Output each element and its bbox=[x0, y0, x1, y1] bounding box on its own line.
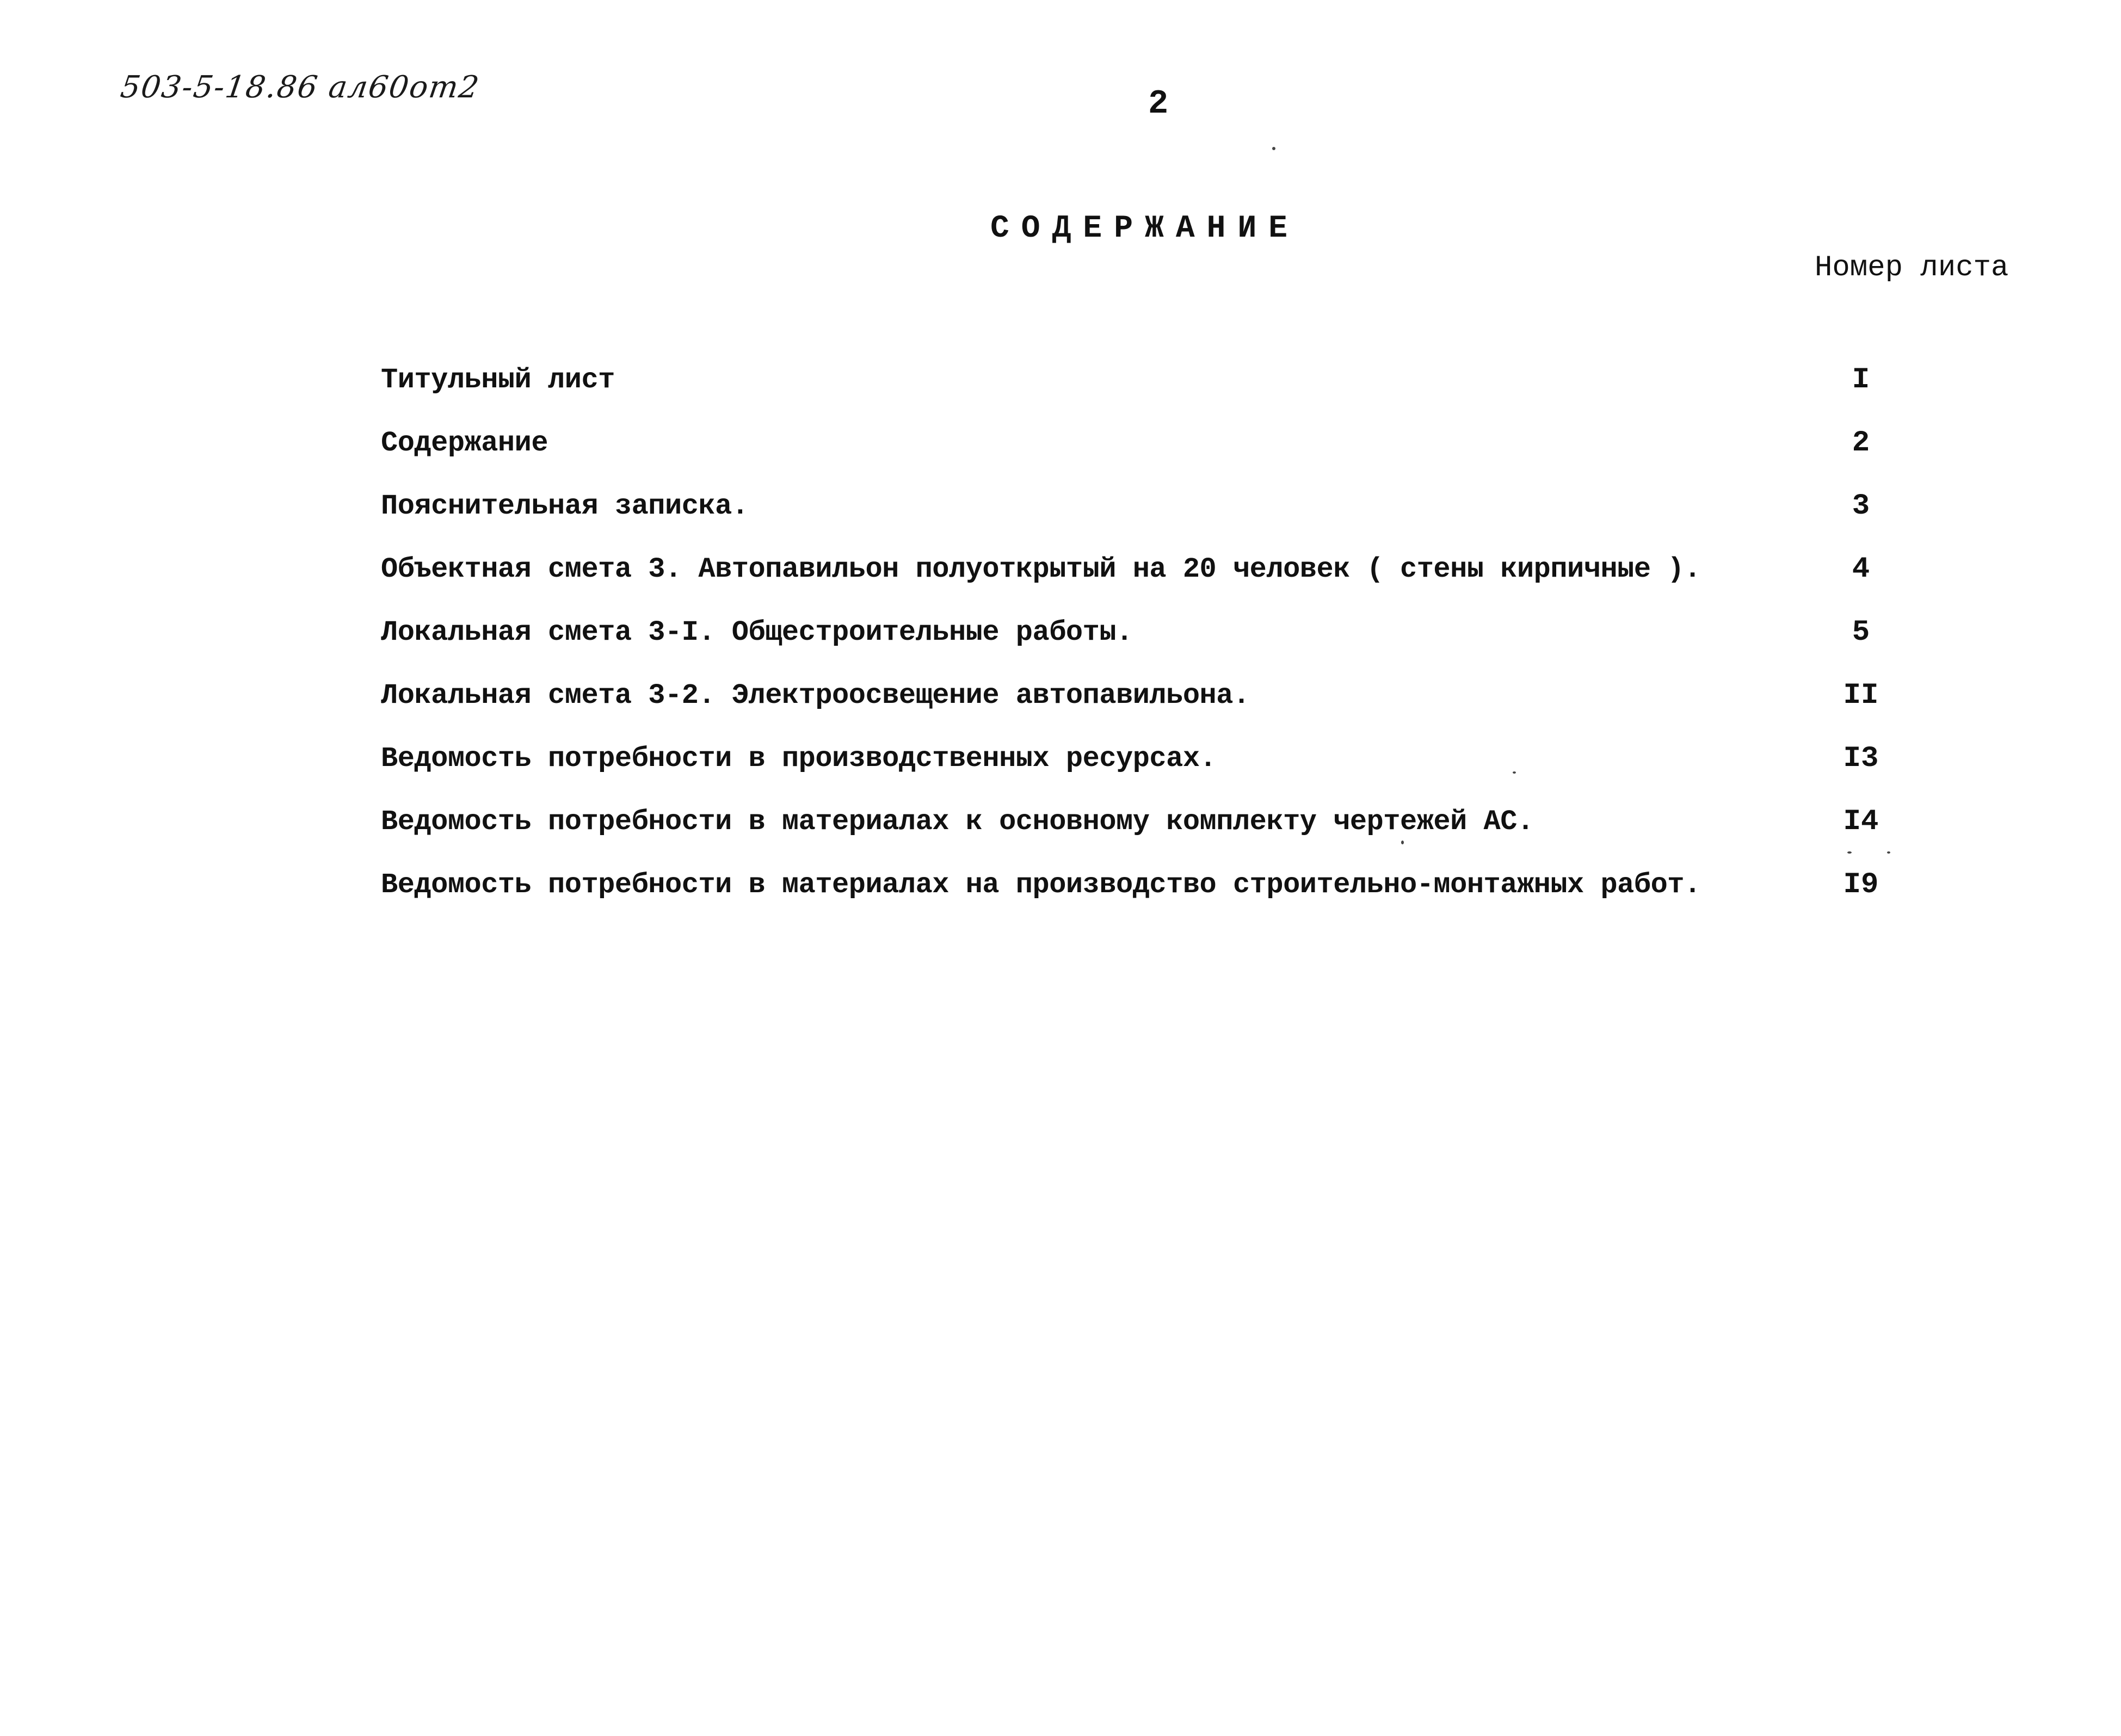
toc-entry-page: I4 bbox=[1843, 805, 1879, 838]
toc-entry-label: Ведомость потребности в производственных ресурсах. bbox=[381, 742, 1217, 775]
toc-entry-label: Пояснительная записка. bbox=[381, 490, 749, 522]
toc-entry-label: Содержание bbox=[381, 427, 548, 459]
document-code: 503-5-18.86 ал60от2 bbox=[118, 70, 482, 105]
toc-row bbox=[381, 853, 1915, 916]
toc-entry-page: 2 bbox=[1852, 426, 1870, 460]
toc-entry-label: Локальная смета 3-2. Электроосвещение автопавильона. bbox=[381, 679, 1250, 712]
scan-speck bbox=[1401, 841, 1404, 844]
scan-speck bbox=[1513, 771, 1516, 774]
toc-entry-page: I9 bbox=[1843, 868, 1879, 901]
toc-entry-page: 3 bbox=[1852, 489, 1870, 523]
toc-entry-label: Локальная смета 3-I. Общестроительные работы. bbox=[381, 616, 1133, 648]
scan-speck bbox=[1272, 147, 1275, 150]
toc-entry-label: Титульный лист bbox=[381, 363, 615, 396]
toc-entry-label: Ведомость потребности в материалах на производство строительно-монтажных работ. bbox=[381, 868, 1701, 901]
toc-row bbox=[381, 601, 1915, 664]
page-number: 2 bbox=[1148, 84, 1169, 123]
toc-entry-page: 5 bbox=[1852, 615, 1870, 649]
toc-row bbox=[381, 411, 1915, 474]
toc-row bbox=[381, 664, 1915, 727]
toc-entry-label: Объектная смета 3. Автопавильон полуоткрытый на 20 человек ( стены кирпичные ). bbox=[381, 553, 1701, 585]
toc-row bbox=[381, 538, 1915, 601]
toc-row bbox=[381, 348, 1915, 411]
toc-entry-page: I bbox=[1852, 363, 1870, 397]
toc-row bbox=[381, 727, 1915, 790]
sheet-number-header: Номер листа bbox=[1815, 251, 2009, 285]
page-title: СОДЕРЖАНИЕ bbox=[990, 211, 1300, 246]
scan-speck bbox=[1887, 851, 1890, 854]
toc-entry-label: Ведомость потребности в материалах к основному комплекту чертежей АС. bbox=[381, 805, 1534, 838]
toc-entry-page: 4 bbox=[1852, 552, 1870, 586]
table-of-contents bbox=[381, 348, 1915, 936]
toc-entry-page: II bbox=[1843, 678, 1879, 712]
toc-row bbox=[381, 790, 1915, 853]
scan-speck bbox=[1847, 851, 1852, 854]
toc-entry-page: I3 bbox=[1843, 742, 1879, 775]
toc-row bbox=[381, 474, 1915, 538]
